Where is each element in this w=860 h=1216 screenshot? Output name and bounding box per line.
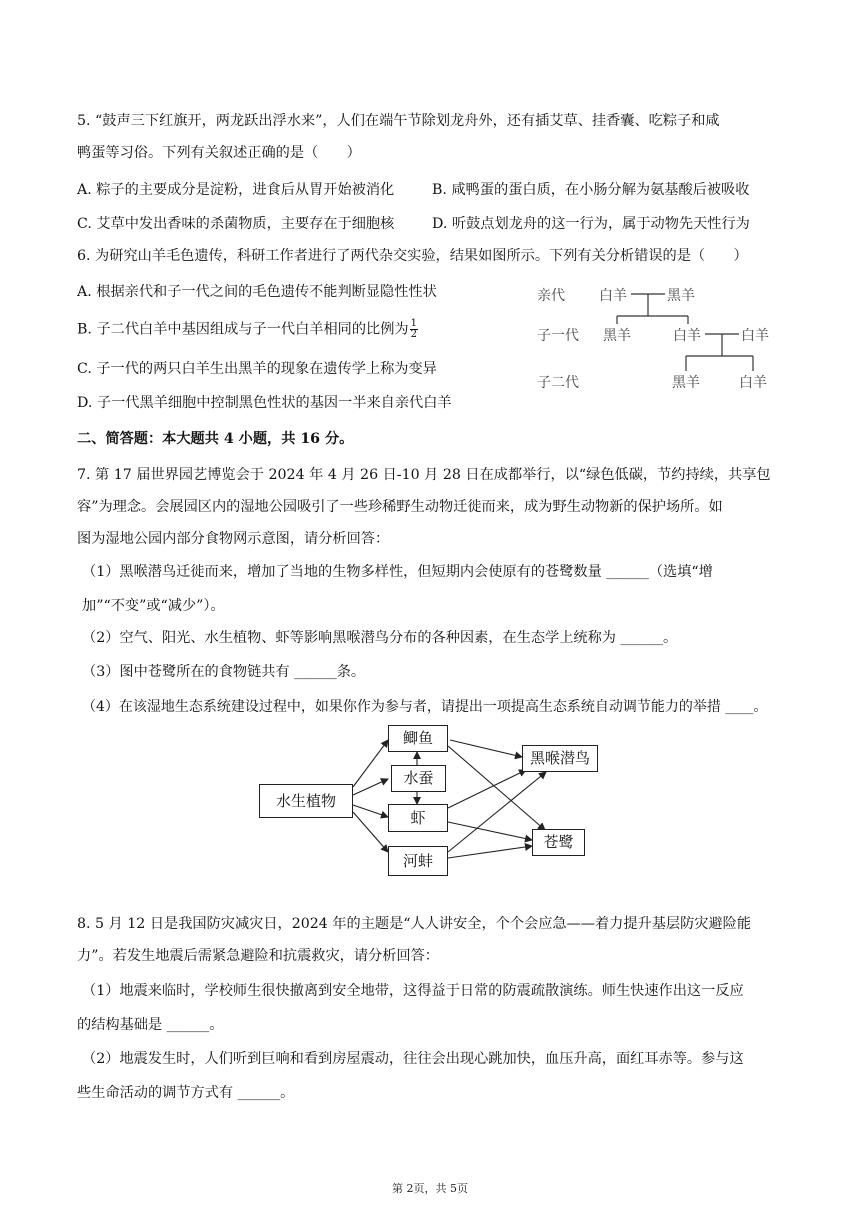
q6-option-c: C. 子一代的两只白羊生出黑羊的现象在遗传学上称为变异 [77, 361, 437, 377]
node-grey-heron: 苍鹭 [532, 829, 585, 856]
q5-stem-line2: 鸭蛋等习俗。下列有关叙述正确的是（ ） [77, 145, 361, 161]
q7-stem-line2: 容”为理念。会展园区内的湿地公园吸引了一些珍稀野生动物迁徙而来，成为野生动物新的保护场所。如 [77, 499, 723, 515]
node-water-silkworm: 水蚕 [391, 765, 446, 792]
gen-label-f1: 子一代 [537, 328, 579, 344]
q7-sub1-line1: （1）黑喉潜鸟迁徙而来，增加了当地的生物多样性，但短期内会使原有的苍鹭数量 ______（选填“增 [82, 564, 713, 580]
q6-option-a: A. 根据亲代和子一代之间的毛色遗传不能判断显隐性性状 [77, 284, 437, 300]
q8-sub2-line1: （2）地震发生时，人们听到巨响和看到房屋震动，往往会出现心跳加快，血压升高，面红耳赤等。参与这 [82, 1051, 744, 1067]
parent-white-sheep: 白羊 [599, 288, 627, 304]
q5-option-a: A. 粽子的主要成分是淀粉，进食后从胃开始被消化 [77, 182, 395, 198]
q5-option-c: C. 艾草中发出香味的杀菌物质，主要存在于细胞核 [77, 216, 395, 232]
page-footer: 第 2页，共 5页 [392, 1182, 468, 1195]
f2-white-sheep: 白羊 [739, 375, 767, 391]
q7-stem-line3: 图为湿地公园内部分食物网示意图，请分析回答： [77, 531, 390, 547]
q8-stem-line1: 8. 5 月 12 日是我国防灾减灾日，2024 年的主题是“人人讲安全，个个会应急——着力提升基层防灾避险能 [77, 916, 752, 932]
q6-option-b-text: B. 子二代白羊中基因组成与子一代白羊相同的比例为 [77, 321, 409, 338]
q5-option-d: D. 听鼓点划龙舟的这一行为，属于动物先天性行为 [432, 216, 750, 232]
fraction-numerator: 1 [410, 318, 417, 329]
node-shrimp: 虾 [388, 804, 448, 832]
q6-stem: 6. 为研究山羊毛色遗传，科研工作者进行了两代杂交实验，结果如图所示。下列有关分析错误的是（ ） [77, 248, 748, 264]
q6-option-d: D. 子一代黑羊细胞中控制黑色性状的基因一半来自亲代白羊 [77, 395, 452, 411]
q8-sub2-line2: 些生命活动的调节方式有 ______。 [77, 1085, 295, 1101]
gen-label-f2: 子二代 [537, 375, 579, 391]
gen-label-parents: 亲代 [537, 288, 565, 304]
q7-sub1-line2: 加”“不变”或“减少”）。 [82, 598, 225, 614]
q8-stem-line2: 力”。若发生地震后需紧急避险和抗震救灾，请分析回答： [77, 948, 439, 964]
q7-sub3: （3）图中苍鹭所在的食物链共有 ______条。 [82, 664, 366, 680]
f1-white-sheep-a: 白羊 [673, 328, 701, 344]
node-black-throated-loon: 黑喉潜鸟 [522, 745, 598, 772]
node-aquatic-plants: 水生植物 [259, 784, 353, 818]
q5-option-b: B. 咸鸭蛋的蛋白质，在小肠分解为氨基酸后被吸收 [432, 182, 750, 198]
fraction-denominator: 2 [410, 329, 417, 340]
node-mussel: 河蚌 [388, 846, 448, 876]
q7-sub2: （2）空气、阳光、水生植物、虾等影响黑喉潜鸟分布的各种因素，在生态学上统称为 ______。 [82, 630, 678, 646]
f1-white-sheep-b: 白羊 [741, 328, 769, 344]
f2-black-sheep: 黑羊 [672, 375, 700, 391]
q8-sub1-line1: （1）地震来临时，学校师生很快撤离到安全地带，这得益于日常的防震疏散演练。师生快速作出这一反应 [82, 983, 744, 999]
q8-sub1-line2: 的结构基础是 ______。 [77, 1017, 224, 1033]
node-crucian-carp: 鲫鱼 [388, 725, 448, 752]
section-heading: 二、简答题：本大题共 4 小题，共 16 分。 [77, 431, 354, 447]
q7-stem-line1: 7. 第 17 届世界园艺博览会于 2024 年 4 月 26 日-10 月 28 日在成都举行，以“绿色低碳，节约持续，共享包 [77, 467, 771, 483]
parent-black-sheep: 黑羊 [667, 288, 695, 304]
q5-stem-line1: 5. “鼓声三下红旗开，两龙跃出浮水来”，人们在端午节除划龙舟外，还有插艾草、挂香囊、吃粽子和咸 [77, 113, 720, 129]
q7-sub4: （4）在该湿地生态系统建设过程中，如果你作为参与者，请提出一项提高生态系统自动调节能力的举措 ____。 [82, 699, 768, 715]
f1-black-sheep: 黑羊 [603, 328, 631, 344]
